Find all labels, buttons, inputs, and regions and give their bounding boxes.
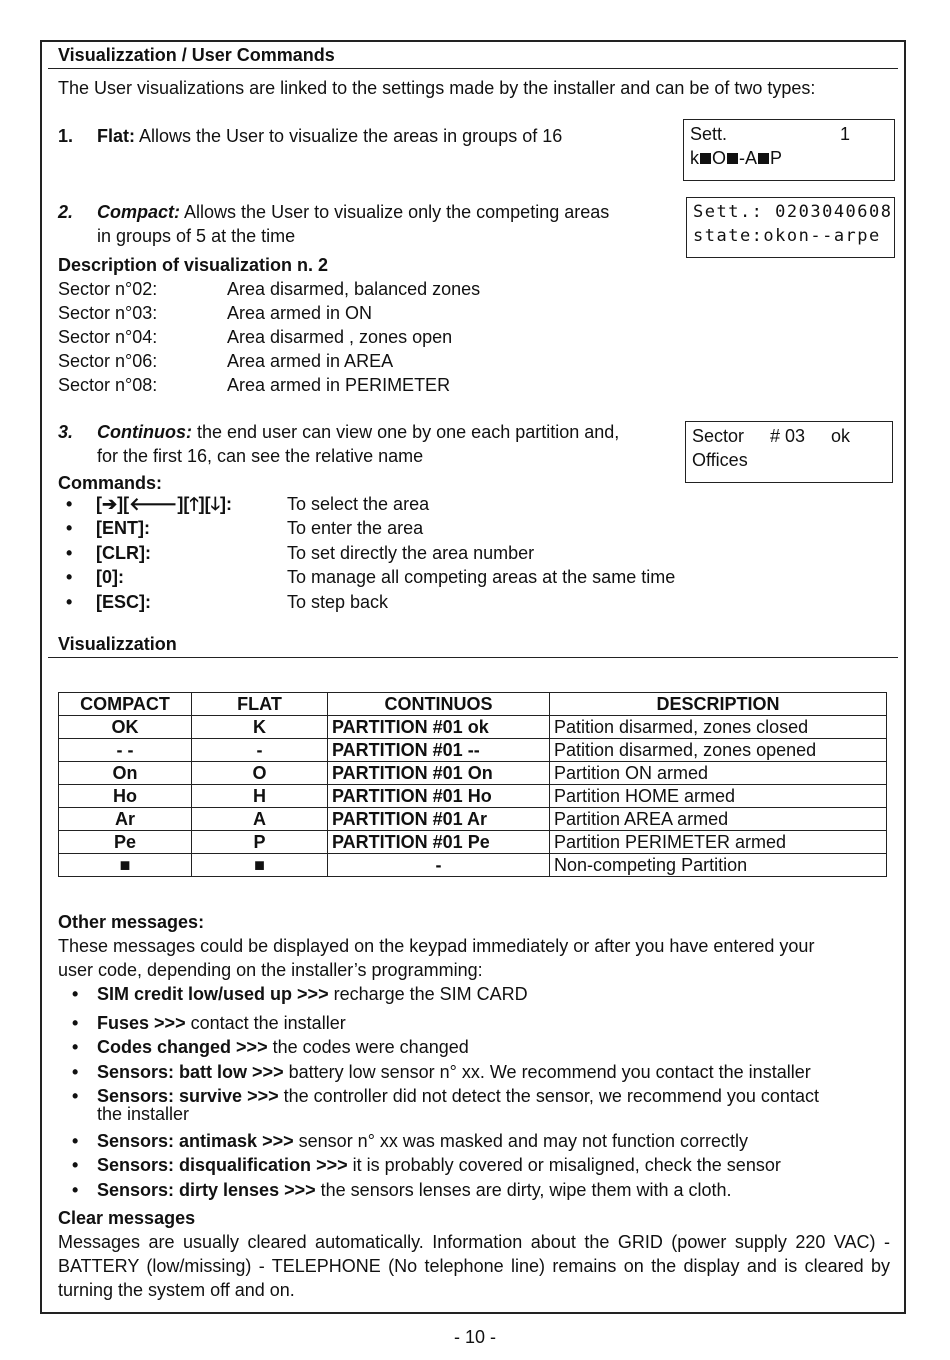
bullet-icon: •: [72, 1180, 79, 1200]
page-number: - 10 -: [453, 1327, 496, 1347]
cell-continuos: PARTITION #01 --: [328, 739, 550, 762]
cell-description: Partition HOME armed: [550, 785, 887, 808]
bullet-icon: •: [72, 1037, 79, 1057]
message-text: the sensors lenses are dirty, wipe them with a cloth.: [320, 1180, 732, 1200]
sector-label: Sector n°08:: [58, 375, 158, 395]
cell-flat: H: [192, 785, 328, 808]
message-arrow: >>>: [262, 1131, 294, 1151]
item-flat: Flat: Allows the User to visualize the areas in groups of 16: [97, 126, 563, 146]
command-description: To select the area: [287, 494, 430, 514]
bullet-icon: •: [72, 1086, 79, 1106]
bullet-icon: •: [72, 1131, 79, 1151]
visualizzation-rule: [48, 657, 898, 658]
cell-compact: On: [59, 762, 192, 785]
table-row: [59, 785, 887, 808]
message-text: the codes were changed: [272, 1037, 469, 1057]
table-row: [59, 762, 887, 785]
command-description: To set directly the area number: [287, 543, 535, 563]
cell-compact: - -: [59, 739, 192, 762]
bullet-icon: •: [72, 1155, 79, 1175]
cell-flat: A: [192, 808, 328, 831]
sector-description: Area disarmed, balanced zones: [227, 279, 481, 299]
cell-compact: Ar: [59, 808, 192, 831]
command-key: [➔][🡐][🡑][🡓]:: [96, 494, 233, 514]
clear-heading: Clear messages: [58, 1208, 196, 1228]
cell-description: Patition disarmed, zones closed: [550, 716, 887, 739]
command-description: To step back: [287, 592, 389, 612]
bullet-icon: •: [72, 1062, 79, 1082]
bullet-icon: •: [66, 518, 73, 538]
table-header-row: [59, 693, 887, 716]
clear-text: Messages are usually cleared automatically. Information about the GRID (power supply 220 VAC) - BATTERY (low/missing) - TELEPHONE (No telephone line) remains on the display and is cleared by turning the system off and on.: [58, 1232, 890, 1300]
table-row: [59, 808, 887, 831]
table-row: [59, 739, 887, 762]
sector-description: Area armed in PERIMETER: [227, 375, 451, 395]
message-text: recharge the SIM CARD: [333, 984, 528, 1004]
message-term: Sensors: disqualification: [97, 1155, 312, 1175]
cell-flat: O: [192, 762, 328, 785]
message-text-cont: the installer: [97, 1104, 190, 1124]
message-arrow: >>>: [236, 1037, 268, 1057]
sector-description: Area armed in ON: [227, 303, 373, 323]
section-title: Visualizzation / User Commands: [58, 45, 335, 65]
message-text: it is probably covered or misaligned, check the sensor: [352, 1155, 781, 1175]
cell-description: Partition PERIMETER armed: [550, 831, 887, 854]
sector-label: Sector n°06:: [58, 351, 158, 371]
bullet-icon: •: [66, 494, 73, 514]
cell-continuos: PARTITION #01 Ho: [328, 785, 550, 808]
cell-continuos: PARTITION #01 On: [328, 762, 550, 785]
table-header: DESCRIPTION: [550, 693, 887, 716]
sector-label: Sector n°04:: [58, 327, 158, 347]
command-key: [CLR]:: [96, 543, 151, 563]
other-intro-l2: user code, depending on the installer’s programming:: [58, 960, 483, 980]
title-rule: [48, 68, 898, 69]
message-term: Fuses: [97, 1013, 150, 1033]
block-icon: [700, 153, 711, 164]
description-heading: Description of visualization n. 2: [58, 255, 329, 275]
cell-description: Partition ON armed: [550, 762, 887, 785]
cell-flat: ■: [192, 854, 328, 877]
message-arrow: >>>: [252, 1062, 284, 1082]
bullet-icon: •: [66, 592, 73, 612]
commands-heading: Commands:: [58, 473, 163, 493]
cell-compact: OK: [59, 716, 192, 739]
bullet-icon: •: [66, 543, 73, 563]
other-intro-l1: These messages could be displayed on the keypad immediately or after you have entered your: [58, 936, 815, 956]
message-term: Sensors: antimask: [97, 1131, 258, 1151]
item-flat-number: 1.: [58, 126, 74, 146]
cell-description: Non-competing Partition: [550, 854, 887, 877]
lcd-continuos: Sector # 03 ok Offices: [685, 421, 893, 483]
command-key: [ESC]:: [96, 592, 151, 612]
sector-label: Sector n°03:: [58, 303, 158, 323]
bullet-icon: •: [72, 1013, 79, 1033]
message-term: Sensors: batt low: [97, 1062, 248, 1082]
message-text: sensor n° xx was masked and may not function correctly: [298, 1131, 749, 1151]
table-row: [59, 854, 887, 877]
command-description: To enter the area: [287, 518, 424, 538]
message-arrow: >>>: [154, 1013, 186, 1033]
item-continuos-cont: for the first 16, can see the relative name: [97, 446, 424, 466]
message-term: Codes changed: [97, 1037, 232, 1057]
table-row: [59, 716, 887, 739]
table-header: COMPACT: [59, 693, 192, 716]
sector-description: Area armed in AREA: [227, 351, 394, 371]
other-heading: Other messages:: [58, 912, 205, 932]
cell-flat: P: [192, 831, 328, 854]
item-compact: Compact: Allows the User to visualize only the competing areas: [97, 202, 610, 222]
intro-text: The User visualizations are linked to the settings made by the installer and can be of two types:: [58, 78, 816, 98]
item-continuos: Continuos: the end user can view one by one each partition and,: [97, 422, 620, 442]
command-key: [0]:: [96, 567, 124, 587]
message-text: the controller did not detect the sensor, we recommend you contact: [283, 1086, 819, 1106]
message-arrow: >>>: [247, 1086, 279, 1106]
message-term: SIM credit low/used up: [97, 984, 293, 1004]
item-compact-cont: in groups of 5 at the time: [97, 226, 296, 246]
command-key: [ENT]:: [96, 518, 150, 538]
message-term: Sensors: survive: [97, 1086, 243, 1106]
block-icon: [727, 153, 738, 164]
message-text: contact the installer: [190, 1013, 346, 1033]
cell-continuos: PARTITION #01 ok: [328, 716, 550, 739]
sector-label: Sector n°02:: [58, 279, 158, 299]
bullet-icon: •: [66, 567, 73, 587]
bullet-icon: •: [72, 984, 79, 1004]
message-arrow: >>>: [284, 1180, 316, 1200]
block-icon: [758, 153, 769, 164]
lcd-compact: Sett.: 0203040608 state:okon--arpe: [686, 197, 895, 258]
lcd-flat: Sett. 1 k O -A P: [683, 119, 895, 181]
cell-flat: K: [192, 716, 328, 739]
visualizzation-heading: Visualizzation: [58, 634, 177, 654]
table-header: FLAT: [192, 693, 328, 716]
message-text: battery low sensor n° xx. We recommend you contact the installer: [288, 1062, 811, 1082]
table-row: [59, 831, 887, 854]
cell-continuos: PARTITION #01 Pe: [328, 831, 550, 854]
message-arrow: >>>: [297, 984, 329, 1004]
cell-continuos: PARTITION #01 Ar: [328, 808, 550, 831]
cell-flat: -: [192, 739, 328, 762]
cell-description: Partition AREA armed: [550, 808, 887, 831]
cell-compact: ■: [59, 854, 192, 877]
cell-compact: Ho: [59, 785, 192, 808]
command-description: To manage all competing areas at the same time: [287, 567, 676, 587]
cell-description: Patition disarmed, zones opened: [550, 739, 887, 762]
item-continuos-number: 3.: [58, 422, 74, 442]
message-arrow: >>>: [316, 1155, 348, 1175]
item-compact-number: 2.: [58, 202, 74, 222]
sector-description: Area disarmed , zones open: [227, 327, 453, 347]
visualization-table: [58, 692, 887, 877]
message-term: Sensors: dirty lenses: [97, 1180, 280, 1200]
cell-compact: Pe: [59, 831, 192, 854]
cell-continuos: -: [328, 854, 550, 877]
table-header: CONTINUOS: [328, 693, 550, 716]
